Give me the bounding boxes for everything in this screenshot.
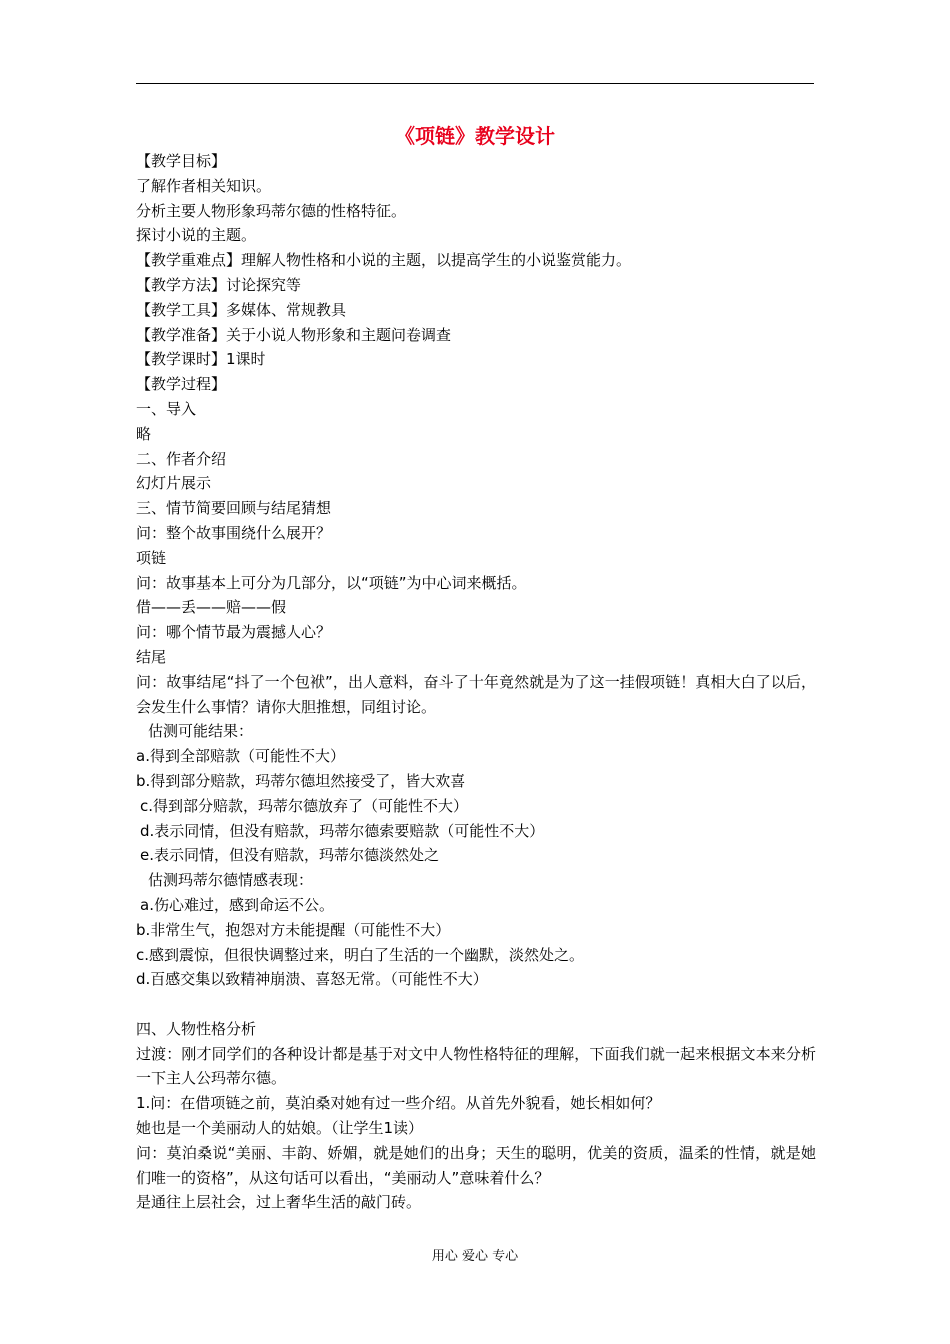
header-rule — [136, 83, 814, 84]
key-difficulties: 【教学重难点】理解人物性格和小说的主题，以提高学生的小说鉴赏能力。 — [136, 251, 632, 270]
objective-item: 了解作者相关知识。 — [136, 176, 272, 195]
list-item: e.表示同情，但没有赔款，玛蒂尔德淡然处之 — [140, 846, 439, 865]
list-heading: 估测可能结果： — [148, 722, 254, 741]
teaching-preparation: 【教学准备】关于小说人物形象和主题问卷调查 — [136, 325, 452, 344]
list-item: c.得到部分赔款，玛蒂尔德放弃了（可能性不大） — [140, 796, 469, 815]
list-item: c.感到震惊，但很快调整过来，明白了生活的一个幽默，淡然处之。 — [136, 945, 585, 964]
document-title: 《项链》教学设计 — [395, 124, 555, 148]
answer: 她也是一个美丽动人的姑娘。（让学生1读） — [136, 1119, 424, 1138]
question: 问：故事结尾“抖了一个包袱”，出人意料，奋斗了十年竟然就是为了这一挂假项链！真相大白了以后，会发生什么事情？请你大胆推想，同组讨论。 — [136, 672, 816, 716]
step-heading: 三、情节简要回顾与结尾猜想 — [136, 499, 332, 518]
paragraph: 过渡：刚才同学们的各种设计都是基于对文中人物性格特征的理解，下面我们就一起来根据文本来分析一下主人公玛蒂尔德。 — [136, 1044, 816, 1088]
list-item: a.伤心难过，感到命运不公。 — [140, 895, 334, 914]
question: 问：哪个情节最为震撼人心？ — [136, 623, 332, 642]
objective-item: 分析主要人物形象玛蒂尔德的性格特征。 — [136, 201, 407, 220]
teaching-method: 【教学方法】讨论探究等 — [136, 275, 302, 294]
question: 问：故事基本上可分为几部分，以“项链”为中心词来概括。 — [136, 573, 527, 592]
step-heading: 二、作者介绍 — [136, 449, 227, 468]
blank-line — [136, 992, 816, 1017]
answer: 是通往上层社会，过上奢华生活的敲门砖。 — [136, 1193, 422, 1212]
question: 问：莫泊桑说“美丽、丰韵、娇媚，就是她们的出身；天生的聪明，优美的资质，温柔的性情，就是她们唯一的资格”，从这句话可以看出，“美丽动人”意味着什么？ — [136, 1143, 816, 1187]
page-footer: 用心 爱心 专心 — [431, 1249, 519, 1264]
paragraph: 幻灯片展示 — [136, 474, 212, 493]
section-heading-process: 【教学过程】 — [136, 375, 227, 394]
question: 问：整个故事围绕什么展开？ — [136, 523, 332, 542]
answer: 项链 — [136, 548, 167, 567]
step-heading: 一、导入 — [136, 399, 197, 418]
step-heading: 四、人物性格分析 — [136, 1019, 257, 1038]
document-body — [136, 149, 816, 1215]
objective-item: 探讨小说的主题。 — [136, 226, 257, 245]
list-item: a.得到全部赔款（可能性不大） — [136, 747, 345, 766]
list-item: b.得到部分赔款，玛蒂尔德坦然接受了，皆大欢喜 — [136, 771, 466, 790]
section-heading-objectives: 【教学目标】 — [136, 152, 227, 170]
list-heading: 估测玛蒂尔德情感表现： — [148, 871, 314, 890]
list-item: d.百感交集以致精神崩溃、喜怒无常。（可能性不大） — [136, 970, 488, 989]
class-hours: 【教学课时】1课时 — [136, 350, 266, 369]
question: 1.问：在借项链之前，莫泊桑对她有过一些介绍。从首先外貌看，她长相如何？ — [136, 1094, 661, 1113]
paragraph: 略 — [136, 424, 152, 443]
answer: 结尾 — [136, 647, 167, 666]
answer: 借——丢——赔——假 — [136, 598, 287, 617]
list-item: b.非常生气，抱怨对方未能提醒（可能性不大） — [136, 920, 451, 939]
list-item: d.表示同情，但没有赔款，玛蒂尔德索要赔款（可能性不大） — [140, 821, 545, 840]
teaching-tools: 【教学工具】多媒体、常规教具 — [136, 300, 347, 319]
